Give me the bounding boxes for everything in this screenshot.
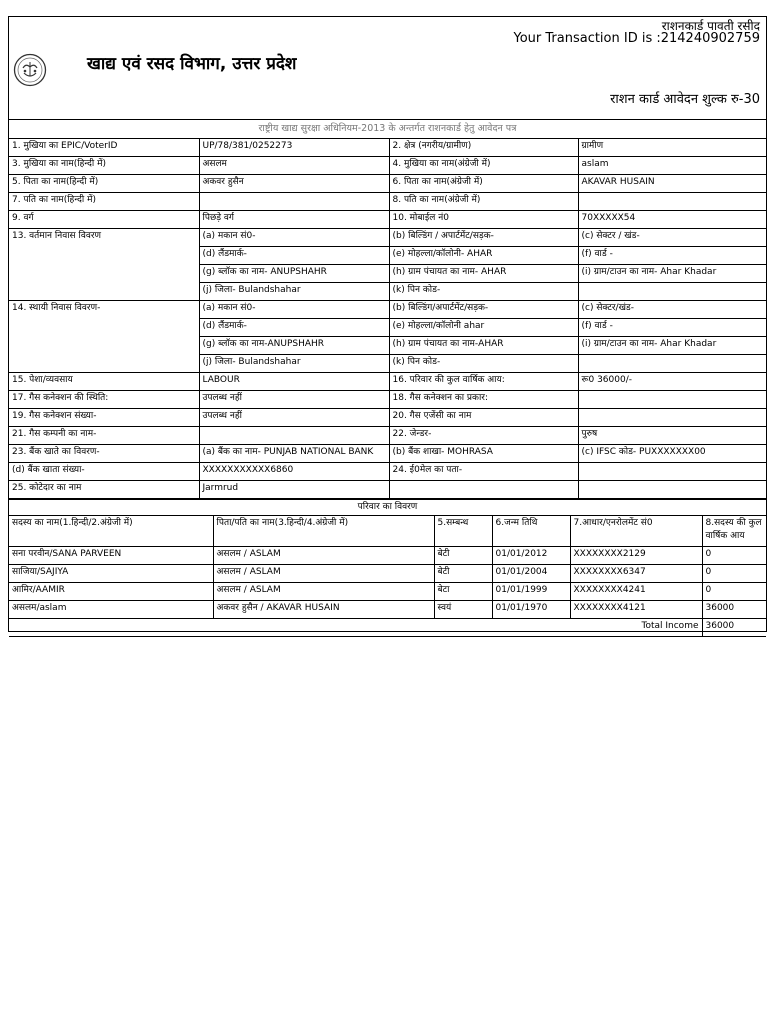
member-income: 0 xyxy=(702,547,766,565)
field-label: 5. पिता का नाम(हिन्दी में) xyxy=(9,175,199,193)
field-value: (c) सेक्टर / खंड- xyxy=(578,229,766,247)
field-label: 4. मुखिया का नाम(अंग्रेजी में) xyxy=(389,157,578,175)
field-label: 19. गैस कनेक्शन संख्या- xyxy=(9,409,199,427)
field-label xyxy=(389,481,578,499)
guardian-name: अकवर हुसैन / AKAVAR HUSAIN xyxy=(213,601,434,619)
field-value: (h) ग्राम पंचायत का नाम-AHAR xyxy=(389,337,578,355)
field-label: 23. बैंक खाते का विवरण- xyxy=(9,445,199,463)
table-row xyxy=(9,547,766,565)
field-label: 15. पेशा/व्यवसाय xyxy=(9,373,199,391)
member-name: सना परवीन/SANA PARVEEN xyxy=(9,547,213,565)
table-row xyxy=(9,211,766,229)
field-value: (h) ग्राम पंचायत का नाम- AHAR xyxy=(389,265,578,283)
birth-date: 01/01/1970 xyxy=(492,601,570,619)
table-row xyxy=(9,427,766,445)
field-value: (f) वार्ड - xyxy=(578,247,766,265)
member-income: 36000 xyxy=(702,601,766,619)
field-label: (d) बैंक खाता संख्या- xyxy=(9,463,199,481)
application-fee: राशन कार्ड आवेदन शुल्क रु-30 xyxy=(610,92,760,107)
column-header: 6.जन्म तिथि xyxy=(492,516,570,547)
field-value: (g) ब्लॉक का नाम- ANUPSHAHR xyxy=(199,265,389,283)
current-address-label: 13. वर्तमान निवास विवरण xyxy=(9,229,199,301)
guardian-name: असलम / ASLAM xyxy=(213,547,434,565)
field-value: (b) बिल्डिंग/अपार्टमेंट/सड़क- xyxy=(389,301,578,319)
field-value: अकवर हुसैन xyxy=(199,175,389,193)
applicant-details-table xyxy=(9,139,766,499)
column-header: पिता/पति का नाम(3.हिन्दी/4.अंग्रेजी में) xyxy=(213,516,434,547)
department-title: खाद्य एवं रसद विभाग, उत्तर प्रदेश xyxy=(87,54,297,74)
field-value: LABOUR xyxy=(199,373,389,391)
field-value: aslam xyxy=(578,157,766,175)
field-label: 18. गैस कनेक्शन का प्रकार: xyxy=(389,391,578,409)
table-row xyxy=(9,175,766,193)
field-label: 2. क्षेत्र (नगरीय/ग्रामीण) xyxy=(389,139,578,157)
member-name: आमिर/AAMIR xyxy=(9,583,213,601)
field-value: (b) बिल्डिंग / अपार्टमेंट/सड़क- xyxy=(389,229,578,247)
field-value: (d) लैंडमार्क- xyxy=(199,319,389,337)
table-row xyxy=(9,583,766,601)
member-name: असलम/aslam xyxy=(9,601,213,619)
guardian-name: असलम / ASLAM xyxy=(213,565,434,583)
field-label: 1. मुखिया का EPIC/VoterID xyxy=(9,139,199,157)
table-row xyxy=(9,193,766,211)
field-value: (g) ब्लॉक का नाम-ANUPSHAHR xyxy=(199,337,389,355)
field-label: 6. पिता का नाम(अंग्रेजी में) xyxy=(389,175,578,193)
field-value: (e) मोहल्ला/कॉलोनी- AHAR xyxy=(389,247,578,265)
field-value: (j) जिला- Bulandshahar xyxy=(199,355,389,373)
table-row xyxy=(9,409,766,427)
form-subtitle: राष्ट्रीय खाद्य सुरक्षा अधिनियम-2013 के अन्तर्गत राशनकार्ड हेतु आवेदन पत्र xyxy=(9,120,766,139)
family-details-table xyxy=(9,516,766,637)
permanent-address-label: 14. स्थायी निवास विवरण- xyxy=(9,301,199,373)
member-income: 0 xyxy=(702,583,766,601)
field-value: AKAVAR HUSAIN xyxy=(578,175,766,193)
field-value: XXXXXXXXXXX6860 xyxy=(199,463,389,481)
field-label: 17. गैस कनेक्शन की स्थिति: xyxy=(9,391,199,409)
total-income-value: 36000 xyxy=(702,619,766,637)
field-value: पुरुष xyxy=(578,427,766,445)
field-value: (e) मोहल्ला/कॉलोनी ahar xyxy=(389,319,578,337)
column-header: 7.आधार/एनरोलमेंट सं0 xyxy=(570,516,702,547)
field-value: Jarmrud xyxy=(199,481,389,499)
field-value xyxy=(578,391,766,409)
field-label: 7. पति का नाम(हिन्दी में) xyxy=(9,193,199,211)
total-income-label: Total Income xyxy=(9,619,702,637)
field-value: असलम xyxy=(199,157,389,175)
field-value: उपलब्ध नहीं xyxy=(199,409,389,427)
field-value xyxy=(578,355,766,373)
field-value: (a) बैंक का नाम- PUNJAB NATIONAL BANK xyxy=(199,445,389,463)
field-label: 8. पति का नाम(अंग्रेजी में) xyxy=(389,193,578,211)
field-value: (i) ग्राम/टाउन का नाम- Ahar Khadar xyxy=(578,265,766,283)
receipt-title: राशनकार्ड पावती रसीद xyxy=(661,19,760,33)
total-row xyxy=(9,619,766,637)
column-header: 8.सदस्य की कुल वार्षिक आय xyxy=(702,516,766,547)
guardian-name: असलम / ASLAM xyxy=(213,583,434,601)
aadhaar-number: XXXXXXXX2129 xyxy=(570,547,702,565)
table-row xyxy=(9,445,766,463)
field-value: ग्रामीण xyxy=(578,139,766,157)
table-row xyxy=(9,229,766,247)
table-row xyxy=(9,373,766,391)
field-value: उपलब्ध नहीं xyxy=(199,391,389,409)
aadhaar-number: XXXXXXXX6347 xyxy=(570,565,702,583)
field-value: (k) पिन कोड- xyxy=(389,355,578,373)
field-label: 3. मुखिया का नाम(हिन्दी में) xyxy=(9,157,199,175)
birth-date: 01/01/2004 xyxy=(492,565,570,583)
field-value: (a) मकान सं0- xyxy=(199,301,389,319)
field-value: (j) जिला- Bulandshahar xyxy=(199,283,389,301)
family-section-title: परिवार का विवरण xyxy=(9,499,766,516)
field-label: 10. मोबाईल नं0 xyxy=(389,211,578,229)
member-name: साजिया/SAJIYA xyxy=(9,565,213,583)
table-row xyxy=(9,391,766,409)
field-value xyxy=(578,283,766,301)
field-value xyxy=(578,409,766,427)
field-value xyxy=(578,463,766,481)
field-value: 70XXXXX54 xyxy=(578,211,766,229)
field-value xyxy=(199,193,389,211)
field-label: 24. ई0मेल का पता- xyxy=(389,463,578,481)
field-value: रू0 36000/- xyxy=(578,373,766,391)
field-value: (f) वार्ड - xyxy=(578,319,766,337)
relation: बेटी xyxy=(434,547,492,565)
column-header: 5.सम्बन्ध xyxy=(434,516,492,547)
field-label: 22. जेन्डर- xyxy=(389,427,578,445)
aadhaar-number: XXXXXXXX4121 xyxy=(570,601,702,619)
field-value: पिछड़े वर्ग xyxy=(199,211,389,229)
table-row xyxy=(9,463,766,481)
birth-date: 01/01/2012 xyxy=(492,547,570,565)
member-income: 0 xyxy=(702,565,766,583)
aadhaar-number: XXXXXXXX4241 xyxy=(570,583,702,601)
field-value: UP/78/381/0252273 xyxy=(199,139,389,157)
field-value: (k) पिन कोड- xyxy=(389,283,578,301)
table-row xyxy=(9,601,766,619)
table-row xyxy=(9,157,766,175)
receipt-header xyxy=(9,17,766,120)
field-value xyxy=(578,481,766,499)
field-value: (i) ग्राम/टाउन का नाम- Ahar Khadar xyxy=(578,337,766,355)
table-header-row xyxy=(9,516,766,547)
birth-date: 01/01/1999 xyxy=(492,583,570,601)
receipt-form xyxy=(8,16,767,632)
transaction-id: Your Transaction ID is :214240902759 xyxy=(513,31,760,46)
field-value: (d) लैंडमार्क- xyxy=(199,247,389,265)
field-value: (b) बैंक शाखा- MOHRASA xyxy=(389,445,578,463)
field-value: (a) मकान सं0- xyxy=(199,229,389,247)
field-label: 21. गैस कम्पनी का नाम- xyxy=(9,427,199,445)
table-row xyxy=(9,481,766,499)
table-row xyxy=(9,301,766,319)
field-label: 9. वर्ग xyxy=(9,211,199,229)
field-value: (c) सेक्टर/खंड- xyxy=(578,301,766,319)
field-value: (c) IFSC कोड- PUXXXXXXX00 xyxy=(578,445,766,463)
field-label: 16. परिवार की कुल वार्षिक आय: xyxy=(389,373,578,391)
field-label: 20. गैस एजेंसी का नाम xyxy=(389,409,578,427)
relation: बेटी xyxy=(434,565,492,583)
field-label: 25. कोटेदार का नाम xyxy=(9,481,199,499)
field-value xyxy=(199,427,389,445)
up-government-emblem-icon xyxy=(13,53,47,87)
relation: स्वयं xyxy=(434,601,492,619)
column-header: सदस्य का नाम(1.हिन्दी/2.अंग्रेजी में) xyxy=(9,516,213,547)
table-row xyxy=(9,565,766,583)
field-value xyxy=(578,193,766,211)
relation: बेटा xyxy=(434,583,492,601)
table-row xyxy=(9,139,766,157)
